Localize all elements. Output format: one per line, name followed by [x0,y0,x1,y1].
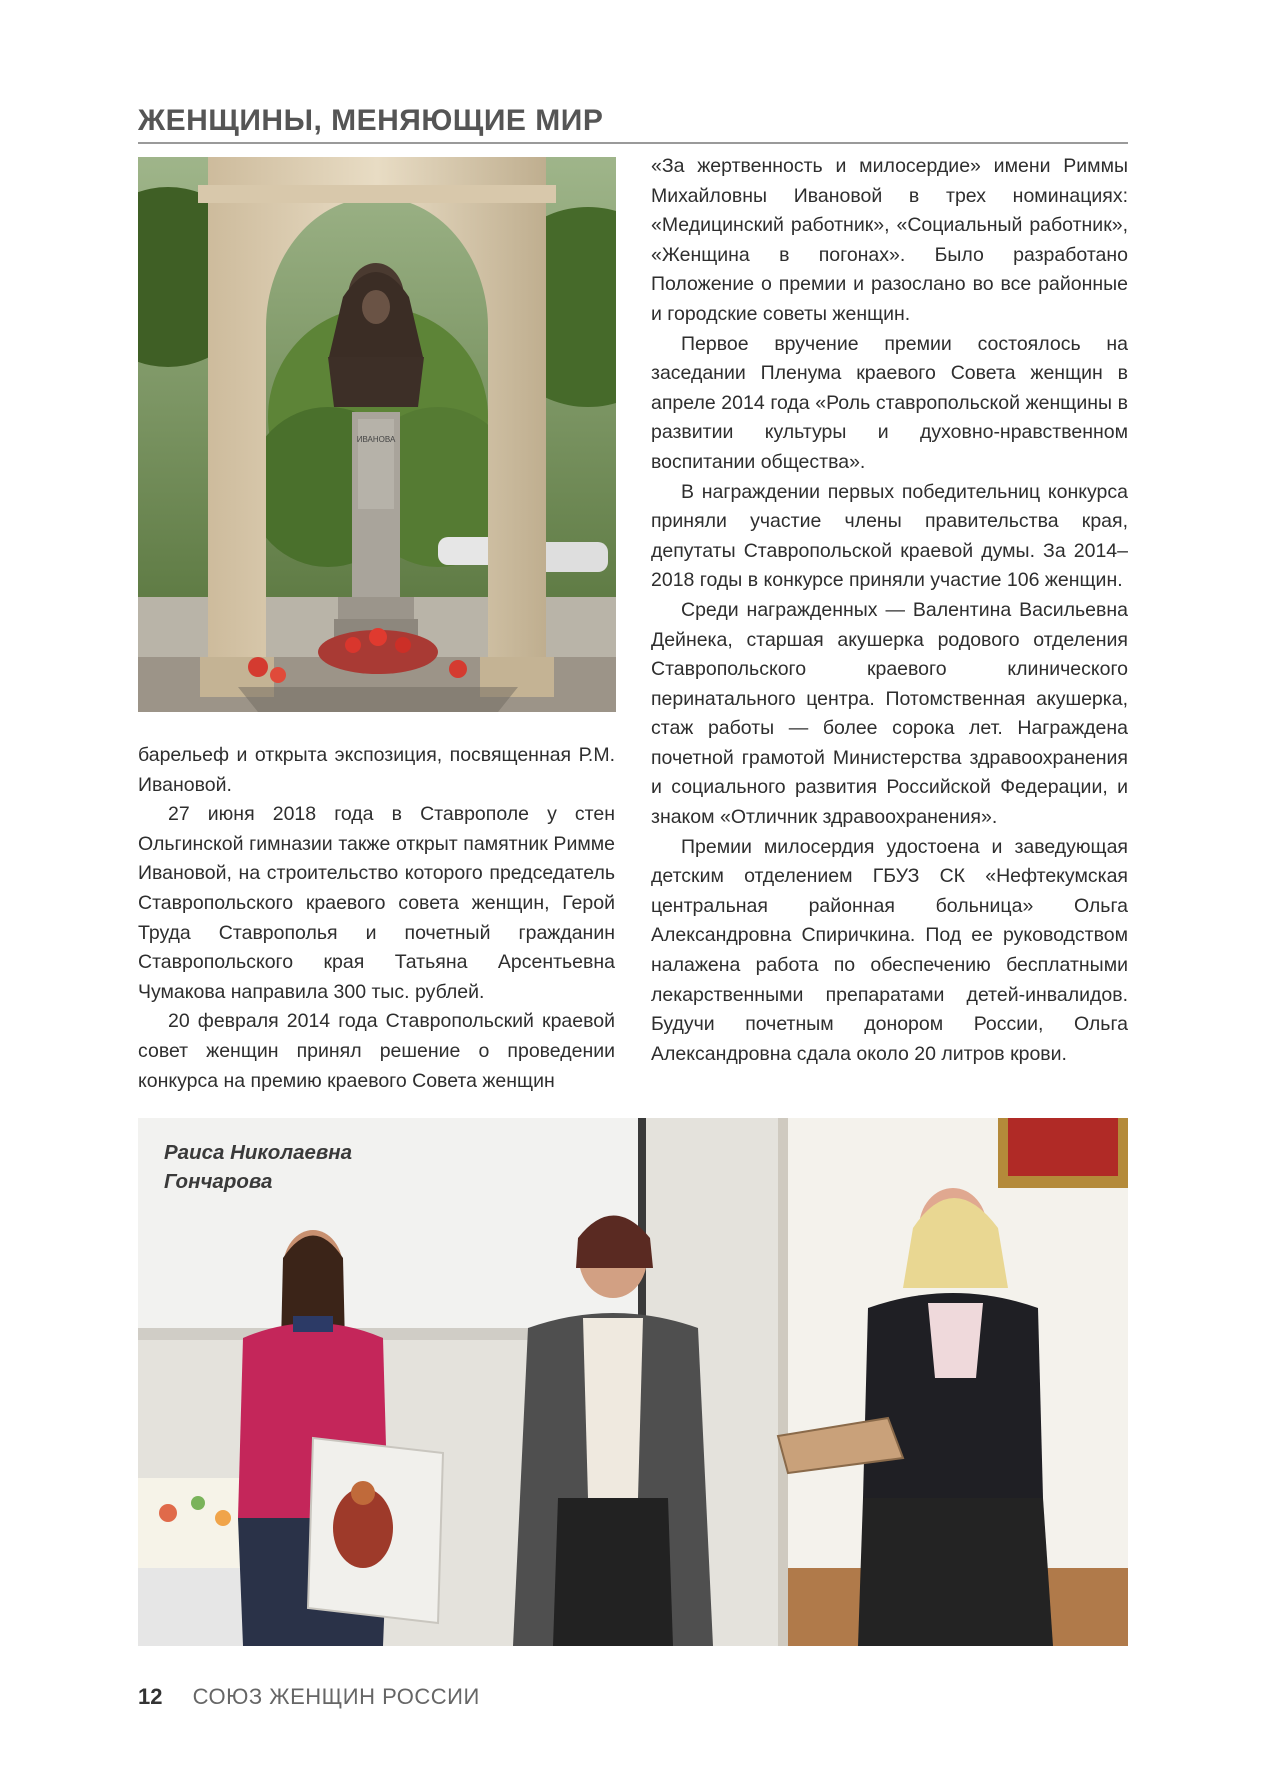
paragraph: 20 февраля 2014 года Ставропольский краевой совет женщин принял решение о проведении конкурса на премию краевого Совета женщин [138,1010,615,1092]
paragraph: Среди награжденных — Валентина Васильевна Дейнека, старшая акушерка родового отделения Ставропольского краевого клинического перинатального центра. Потомственная акушерка, стаж работы — более сорока лет. Награждена почетной грамотой Министерства здравоохранения и социального развития Российской Федерации, и знаком «Отличник здравоохранения». [651,598,1128,829]
svg-text:ИВАНОВА: ИВАНОВА [356,435,396,444]
caption-line: Гончарова [164,1170,273,1193]
article-left-column [138,741,615,1096]
paragraph: В награждении первых победительниц конкурса приняли участие члены правительства края, депутаты Ставропольской краевой думы. За 2014–2018 годы в конкурсе приняли участие 106 женщин. [651,480,1128,592]
monument-photo [138,157,616,712]
monument-illustration [138,157,616,712]
paragraph: 27 июня 2018 года в Ставрополе у стен Ольгинской гимназии также открыт памятник Римме Ивановой, на строительство которого председатель Ставропольского краевого совета женщин, Герой Труда Ставрополья и почетный гражданин Ставропольского края Татьяна Арсентьевна Чумакова направила 300 тыс. рублей. [138,803,615,1003]
caption-line: Раиса Николаевна [164,1141,353,1164]
publication-name: СОЮЗ ЖЕНЩИН РОССИИ [192,1684,480,1709]
article-right-column [651,152,1128,1069]
paragraph: барельеф и открыта экспозиция, посвященная Р.М. Ивановой. [138,744,615,796]
award-ceremony-photo [138,1118,1128,1646]
page-number: 12 [138,1684,163,1709]
paragraph: Премии милосердия удостоена и заведующая детским отделением ГБУЗ СК «Нефтекумская центральная районная больница» Ольга Александровна Спиричкина. Под ее руководством налажена работа по обеспечению бесплатными лекарственными препаратами детей-инвалидов. Будучи почетным донором России, Ольга Александровна сдала около 20 литров крови. [651,835,1128,1065]
page-footer [138,1684,480,1716]
paragraph: «За жертвенность и милосердие» имени Риммы Михайловны Ивановой в трех номинациях: «Медицинский работник», «Социальный работник», «Женщина в погонах». Было разработано Положение о премии и разослано во все районные и городские советы женщин. [651,155,1128,325]
page-header [138,98,1128,144]
section-title: ЖЕНЩИНЫ, МЕНЯЮЩИЕ МИР [138,104,604,137]
ceremony-illustration [138,1118,1128,1646]
paragraph: Первое вручение премии состоялось на заседании Пленума краевого Совета женщин в апреле 2014 года «Роль ставропольской женщины в развитии культуры и духовно-нравственном воспитании общества». [651,332,1128,473]
photo-caption [164,1138,352,1196]
